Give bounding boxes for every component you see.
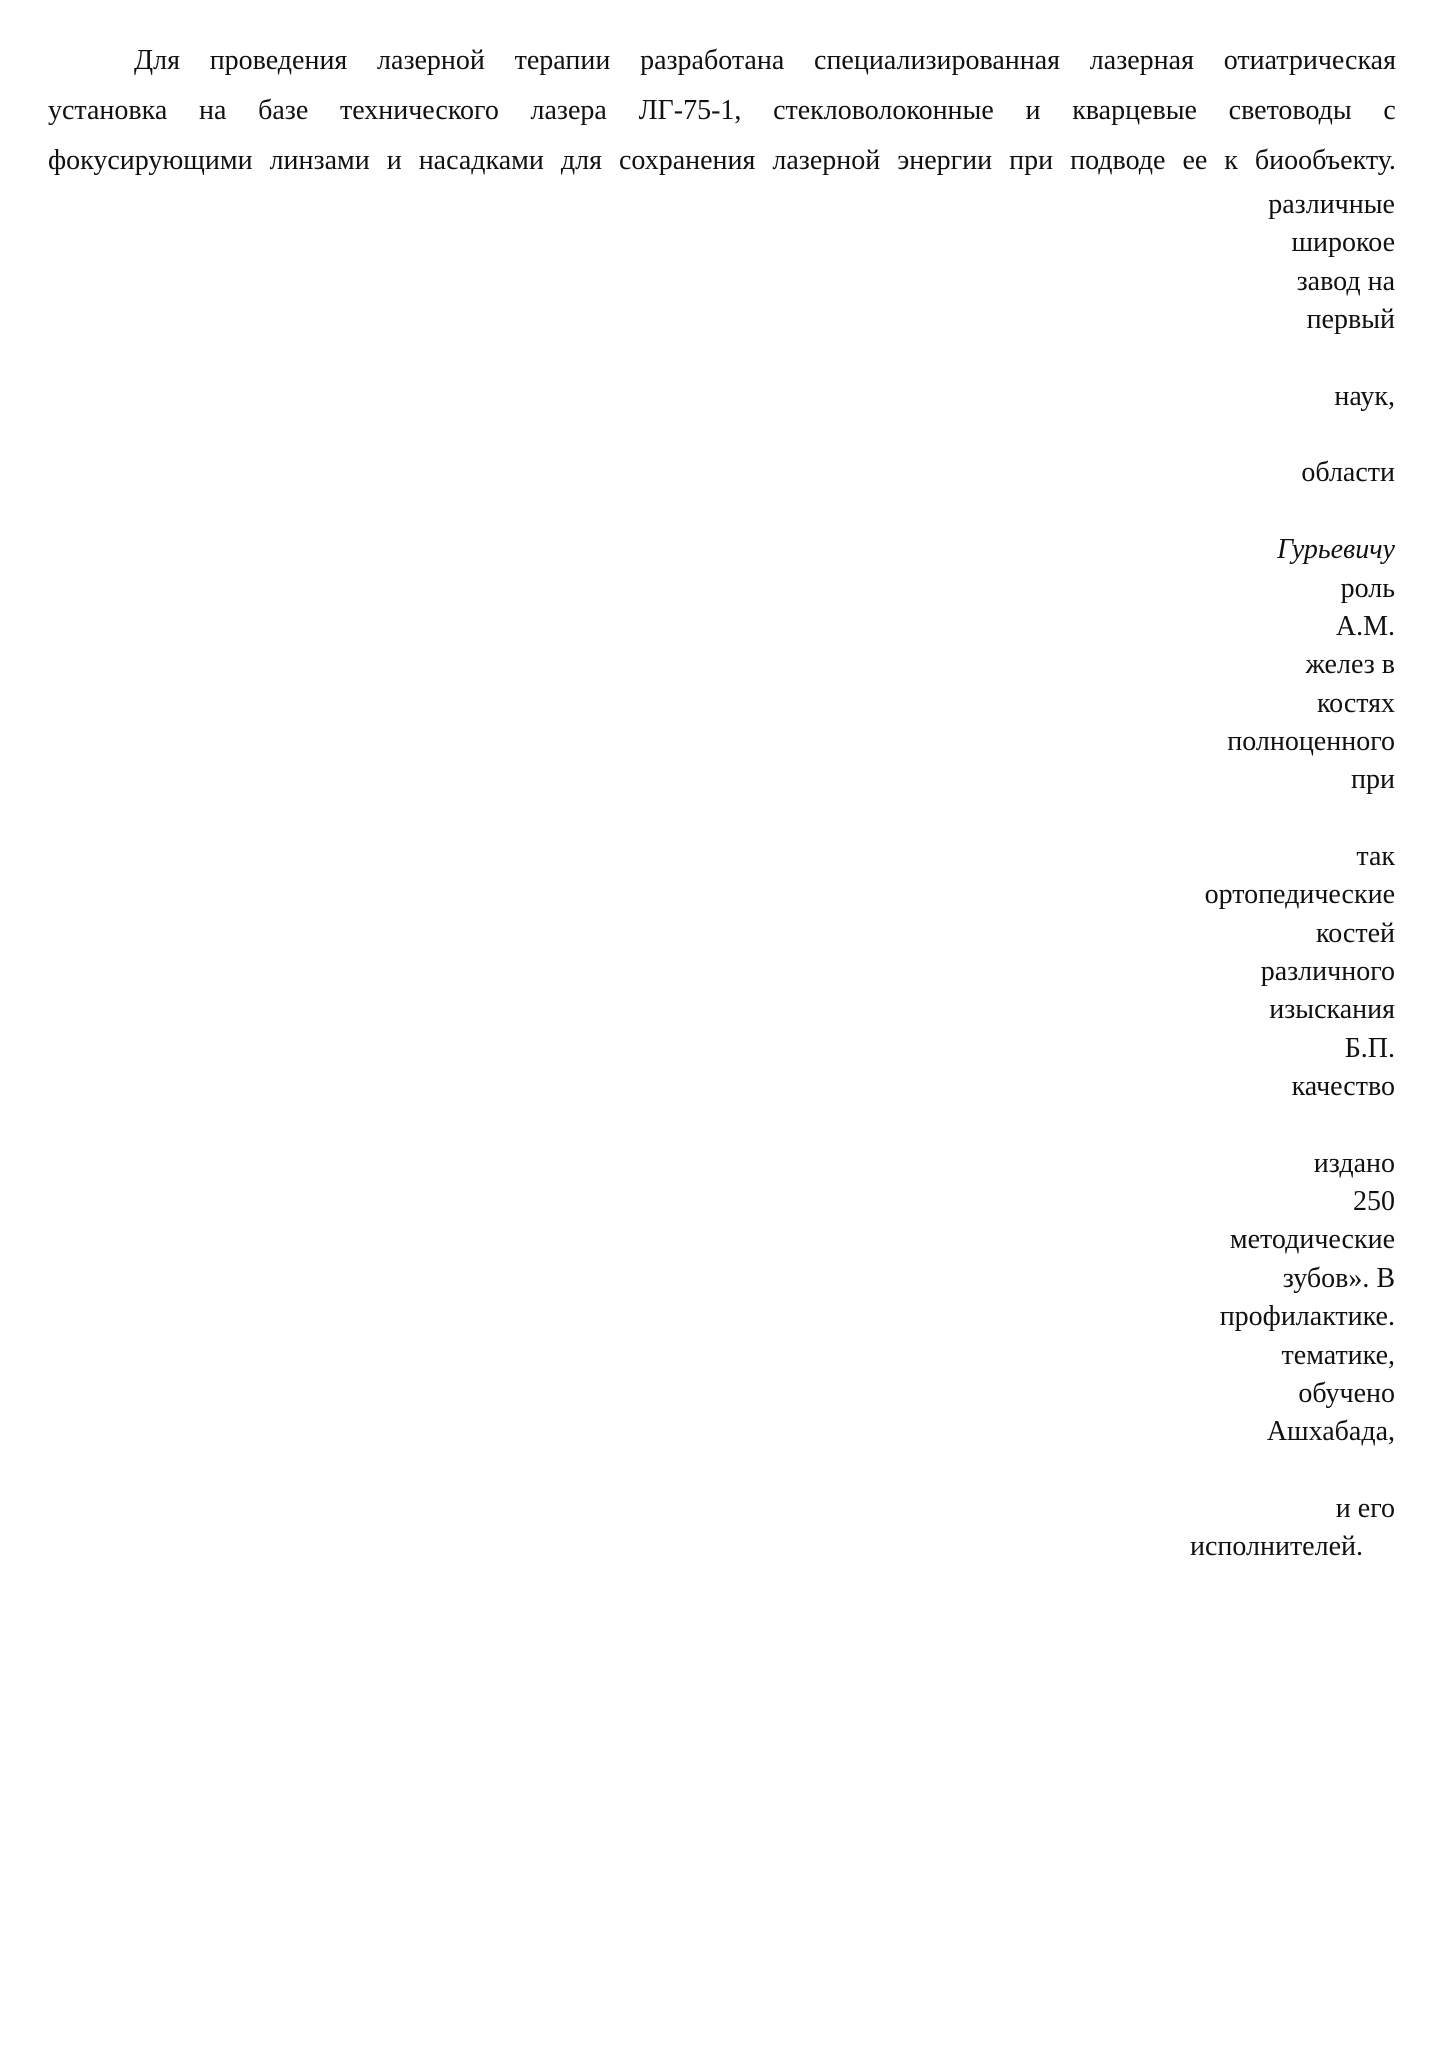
text-fragment: издано — [1313, 1147, 1395, 1179]
paragraph-word: на — [198, 95, 227, 126]
paragraph-word: базе — [258, 95, 309, 126]
paragraph-word: и — [1025, 95, 1041, 126]
paragraph-word: линзами — [269, 145, 370, 176]
text-fragment: качество — [1291, 1071, 1395, 1103]
paragraph-word: биообъекту. — [1254, 145, 1396, 176]
text-fragment: исполнителей. — [1189, 1531, 1363, 1563]
text-fragment: области — [1301, 457, 1395, 489]
paragraph-word: кварцевые — [1072, 95, 1197, 126]
text-fragment: Б.П. — [1344, 1032, 1395, 1064]
text-fragment: Гурьевичу — [1277, 534, 1395, 566]
text-fragment: различные — [1268, 189, 1395, 220]
text-fragment: Ашхабада, — [1266, 1416, 1395, 1448]
text-fragment: первый — [1306, 304, 1395, 336]
text-fragment: наук, — [1334, 380, 1395, 412]
paragraph-word: и — [386, 145, 402, 176]
paragraph-word: световоды — [1228, 95, 1352, 126]
text-fragment: желез в — [1305, 649, 1395, 681]
paragraph-word: лазерной — [377, 45, 485, 76]
text-fragment: обучено — [1298, 1377, 1395, 1409]
paragraph-word: для — [560, 145, 602, 176]
paragraph-word: проведения — [209, 45, 348, 76]
text-fragment: профилактике. — [1219, 1301, 1395, 1333]
paragraph-word: ЛГ-75-1, — [638, 95, 742, 126]
paragraph-word: установка — [48, 95, 168, 126]
paragraph-word: Для — [134, 45, 180, 76]
text-fragment: роль — [1340, 572, 1395, 604]
paragraph-word: фокусирующими — [48, 145, 253, 176]
text-fragment: костях — [1316, 687, 1395, 719]
text-fragment: при — [1351, 764, 1395, 796]
paragraph-word: сохранения — [618, 145, 756, 176]
paragraph-word: энергии — [897, 145, 993, 176]
paragraph-word: лазерная — [1089, 45, 1194, 76]
text-fragment: изыскания — [1269, 994, 1395, 1026]
text-fragment: А.М. — [1335, 610, 1395, 642]
paragraph-word: подводе — [1070, 145, 1166, 176]
intro-paragraph — [48, 36, 1396, 186]
paragraph-word: отиатрическая — [1223, 45, 1396, 76]
paragraph-line-1 — [48, 36, 1396, 86]
text-fragment: широкое — [1291, 227, 1395, 259]
paragraph-word: стекловолоконные — [773, 95, 994, 126]
paragraph-word: при — [1009, 145, 1054, 176]
text-fragment: различного — [1260, 956, 1395, 987]
paragraph-word: разработана — [640, 45, 785, 76]
text-fragment: так — [1356, 840, 1395, 872]
paragraph-word: насадками — [418, 145, 544, 176]
text-fragment: тематике, — [1281, 1339, 1395, 1371]
paragraph-line-3 — [48, 136, 1396, 186]
text-fragment: зубов». В — [1282, 1262, 1395, 1294]
paragraph-word: к — [1224, 145, 1238, 176]
text-fragment: методические — [1229, 1224, 1395, 1256]
text-fragment: полноценного — [1227, 725, 1395, 757]
paragraph-word: лазерной — [772, 145, 881, 176]
text-fragment: 250 — [1353, 1186, 1395, 1218]
paragraph-word: технического — [339, 95, 499, 126]
text-fragment: ортопедические — [1204, 879, 1395, 911]
text-fragment: костей — [1316, 917, 1395, 949]
paragraph-line-2 — [48, 86, 1396, 136]
paragraph-word: ее — [1182, 145, 1208, 176]
paragraph-word: лазера — [530, 95, 607, 126]
text-fragment: завод на — [1296, 265, 1395, 297]
paragraph-word: терапии — [514, 45, 611, 76]
paragraph-word: специализированная — [814, 45, 1061, 76]
text-fragment: и его — [1335, 1492, 1395, 1524]
paragraph-word: с — [1383, 95, 1396, 126]
